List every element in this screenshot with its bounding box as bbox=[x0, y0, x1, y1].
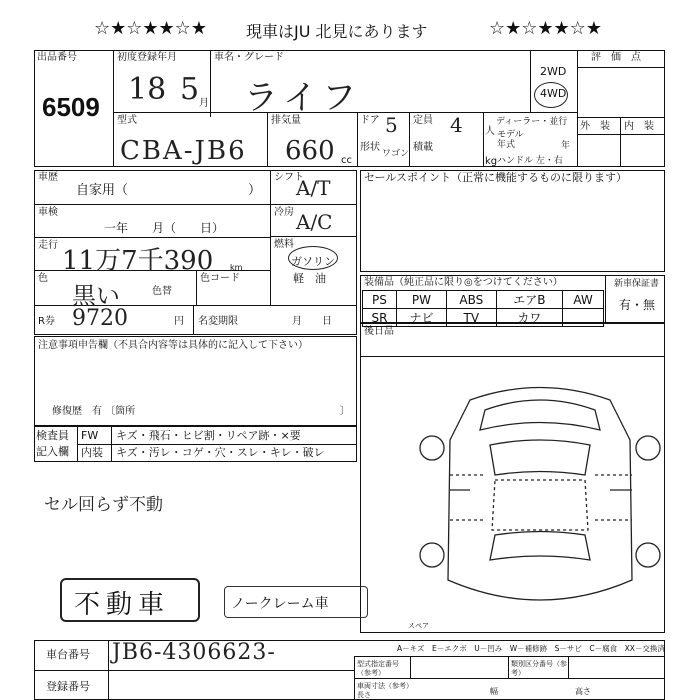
recycle-label: R券 bbox=[38, 316, 55, 327]
divider bbox=[77, 444, 357, 445]
divider bbox=[267, 112, 268, 167]
equipment-pw: PW bbox=[396, 291, 446, 309]
equipment-label: 装備品（純正品に限り◎をつけてください） bbox=[364, 277, 563, 288]
roof bbox=[492, 480, 588, 530]
inspector-fw: FW bbox=[81, 429, 99, 442]
usage-close: ） bbox=[248, 183, 262, 198]
divider bbox=[577, 67, 665, 68]
inspector-label: 検査員 bbox=[36, 429, 69, 442]
reg-year: 18 bbox=[128, 72, 167, 107]
dimension-width-label: 幅 bbox=[490, 687, 498, 696]
divider bbox=[210, 50, 211, 117]
fuel-circle bbox=[288, 246, 338, 270]
drive-4wd: 4WD bbox=[540, 87, 567, 100]
wheel-rear-left bbox=[420, 543, 444, 567]
handle-label: ハンドル 左・右 bbox=[497, 156, 563, 166]
car-diagram bbox=[410, 380, 670, 630]
equipment-tv: TV bbox=[446, 309, 496, 327]
car-name-label: 車名・グレード bbox=[214, 52, 284, 63]
shift-label: シフト bbox=[274, 172, 304, 183]
shift: A/T bbox=[296, 176, 331, 200]
type-cert-label: 型式指定番号（参考） bbox=[357, 660, 399, 677]
capacity-unit: 人 bbox=[485, 126, 495, 137]
repaint-label: 色替 bbox=[152, 286, 172, 297]
reg-date-label: 初度登録年月 bbox=[117, 52, 177, 63]
repair-history: 修復歴 有 〔箇所 bbox=[52, 406, 136, 417]
equipment-aw: AW bbox=[563, 291, 604, 309]
divider bbox=[270, 170, 271, 305]
divider bbox=[577, 117, 665, 118]
divider bbox=[508, 656, 509, 678]
divider bbox=[354, 656, 665, 657]
divider bbox=[270, 236, 357, 237]
dimension-height-label: 高さ bbox=[575, 687, 591, 696]
color-label: 色 bbox=[38, 273, 48, 284]
model: CBA-JB6 bbox=[120, 136, 247, 166]
ac-label: 冷房 bbox=[274, 207, 294, 218]
inspection-value: 一年 月（ 日） bbox=[104, 221, 225, 235]
warranty-label: 新車保証書 bbox=[614, 279, 660, 289]
divider bbox=[357, 112, 358, 167]
warranty-value: 有・無 bbox=[619, 298, 656, 312]
windshield bbox=[490, 440, 590, 475]
year-unit: 年 bbox=[561, 141, 571, 151]
spare-label: スペア bbox=[408, 622, 429, 630]
car-name: ライフ bbox=[244, 78, 362, 118]
ac: A/C bbox=[296, 210, 333, 234]
equipment-ps: PS bbox=[363, 291, 397, 309]
divider bbox=[113, 50, 114, 167]
recycle: 9720 bbox=[72, 306, 128, 331]
divider bbox=[34, 670, 354, 671]
rear-window bbox=[490, 532, 590, 561]
equipment-row bbox=[363, 291, 604, 309]
header-stars-left: ☆★☆★★☆★ bbox=[94, 18, 207, 39]
sales-points-label: セールスポイント（正常に機能するものに限ります） bbox=[364, 171, 628, 184]
exp-value: 月 日 bbox=[292, 316, 332, 327]
wheel-front-left bbox=[420, 436, 444, 460]
usage: 自家用（ bbox=[76, 183, 129, 198]
stamp-fudousha bbox=[60, 578, 200, 622]
score-label: 評 価 点 bbox=[591, 52, 641, 63]
repair-close: 〕 bbox=[340, 406, 350, 417]
fuel-diesel: 軽 油 bbox=[293, 272, 326, 285]
divider bbox=[409, 112, 410, 167]
usage-label: 車歴 bbox=[38, 172, 58, 183]
drive-2wd: 2WD bbox=[540, 65, 567, 78]
divider bbox=[354, 678, 665, 679]
header-stars-right: ☆★☆★★☆★ bbox=[489, 18, 602, 39]
reg-month: 5 bbox=[180, 72, 200, 107]
wheel-front-right bbox=[636, 436, 660, 460]
model-label: 型式 bbox=[117, 115, 137, 126]
inspector-inner-text: キズ・汚レ・コゲ・穴・スレ・キレ・破レ bbox=[116, 446, 325, 459]
mileage-label: 走行 bbox=[38, 240, 58, 251]
color-code-label: 色コード bbox=[200, 273, 240, 284]
category-label: 類別区分番号（参考） bbox=[511, 660, 567, 677]
load-unit: kg bbox=[485, 156, 498, 167]
equipment-navi: ナビ bbox=[396, 309, 446, 327]
stamp-fudousha-text: 不動車 bbox=[74, 590, 171, 620]
model-year-label: モデル年式 bbox=[497, 130, 524, 150]
shape-label: 形状 bbox=[360, 142, 380, 153]
inspector-inner: 内装 bbox=[81, 446, 103, 459]
interior-label: 内 装 bbox=[624, 121, 654, 132]
inspection-label: 車検 bbox=[38, 207, 58, 218]
divider bbox=[568, 656, 569, 678]
color: 黒い bbox=[72, 282, 120, 310]
equipment-airbag: エアB bbox=[496, 291, 562, 309]
mileage: 11万7千390 bbox=[62, 246, 214, 276]
divider bbox=[410, 656, 411, 678]
doors: 5 bbox=[385, 113, 398, 137]
page-title: 現車はJU 北見にあります bbox=[246, 22, 428, 41]
legend: A－キズ E－エクボ U－凹み W－補修跡 S－サビ C－腐食 XX－交換済 bbox=[397, 644, 665, 653]
divider bbox=[193, 305, 194, 335]
notes-label: 注意事項申告欄（不具合内容等は具体的に記入して下さい） bbox=[38, 340, 308, 351]
lot-number-label: 出品番号 bbox=[37, 52, 77, 63]
displacement: 660 bbox=[285, 136, 335, 166]
equipment-leather: カワ bbox=[496, 309, 562, 327]
divider bbox=[605, 275, 606, 323]
remark-note: セル回らず不動 bbox=[44, 495, 163, 515]
hood-outline bbox=[480, 400, 600, 430]
door-label: ドア bbox=[360, 115, 380, 126]
header bbox=[0, 18, 700, 46]
yen-unit: 円 bbox=[174, 316, 184, 327]
divider bbox=[360, 356, 665, 357]
capacity: 4 bbox=[450, 113, 463, 137]
stamp-noclaim-text: ノークレーム車 bbox=[231, 596, 329, 612]
exp-label: 名変期限 bbox=[198, 316, 238, 327]
reg-number-label: 登録番号 bbox=[46, 680, 90, 693]
door-line-right bbox=[595, 475, 632, 520]
exterior-label: 外 装 bbox=[580, 121, 610, 132]
stamp-noclaim bbox=[224, 586, 368, 618]
sales-points-frame bbox=[360, 170, 665, 272]
car-body-outline bbox=[448, 388, 632, 601]
capacity-label: 定員 bbox=[413, 115, 433, 126]
load-label: 積載 bbox=[413, 142, 433, 153]
equipment-table bbox=[362, 290, 604, 327]
divider bbox=[270, 204, 357, 205]
divider bbox=[530, 50, 531, 112]
divider bbox=[483, 112, 484, 167]
divider bbox=[34, 204, 270, 205]
divider bbox=[34, 237, 270, 238]
inspector-fw-text: キズ・飛石・ヒビ割・リペア跡・×要 bbox=[116, 429, 301, 442]
chassis-number: JB6-4306623- bbox=[112, 640, 276, 665]
shape: ワゴン bbox=[382, 149, 410, 159]
dealer-label: ディーラー・並行 bbox=[496, 117, 568, 127]
lot-number: 6509 bbox=[42, 92, 100, 122]
displacement-label: 排気量 bbox=[271, 115, 301, 126]
equipment-abs: ABS bbox=[446, 291, 496, 309]
dimension-length-label: 車両寸法（参考）長さ bbox=[357, 682, 413, 699]
equipment-sr: SR bbox=[363, 309, 397, 327]
divider bbox=[577, 134, 665, 135]
door-line-left bbox=[450, 475, 485, 520]
reg-month-unit: 月 bbox=[199, 98, 209, 109]
displacement-unit: cc bbox=[341, 155, 352, 166]
chassis-label: 車台番号 bbox=[46, 648, 90, 661]
wheel-rear-right bbox=[636, 543, 660, 567]
fuel-label: 燃料 bbox=[274, 239, 294, 250]
drive-4wd-circle bbox=[534, 82, 568, 108]
divider bbox=[620, 117, 621, 167]
fuel-gasoline: ガソリン bbox=[291, 255, 335, 268]
rear-seat-label: 後日品 bbox=[364, 326, 394, 337]
inspector-label-2: 記入欄 bbox=[36, 445, 69, 458]
km-unit: km bbox=[230, 263, 243, 272]
